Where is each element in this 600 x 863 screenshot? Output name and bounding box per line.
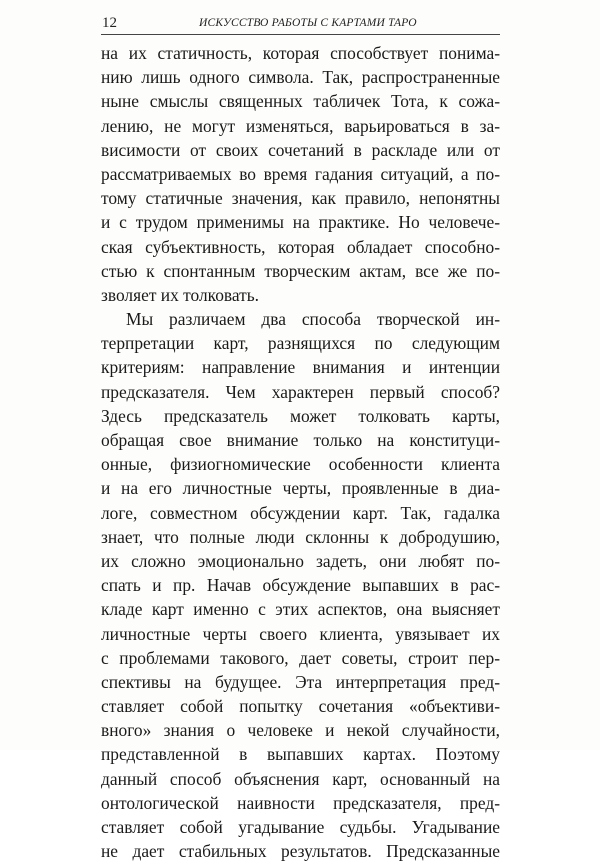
running-header xyxy=(101,14,500,35)
text-line: с проблемами такового, дает советы, строит пер- xyxy=(101,647,500,668)
text-line: рассматриваемых во время гадания ситуаций, а по- xyxy=(101,163,500,184)
text-line: предсказателя. Чем характерен первый способ? xyxy=(101,381,500,402)
text-line: логе, совместном обсуждении карт. Так, гадалка xyxy=(101,502,500,523)
text-line: данный способ объяснения карт, основанный на xyxy=(101,768,500,789)
text-line: онтологической наивности предсказателя, пред- xyxy=(101,792,500,813)
text-line: ская субъективность, которая обладает способно- xyxy=(101,236,500,257)
text-line: ставляет собой попытку сочетания «объективи- xyxy=(101,696,500,717)
text-line: тому статичные значения, как правило, непонятны xyxy=(101,188,500,209)
text-line: Здесь предсказатель может толковать карты, xyxy=(101,405,500,426)
text-line: зволяет их толковать. xyxy=(101,284,260,305)
text-line: ставляет собой угадывание судьбы. Угадывание xyxy=(101,817,500,837)
text-line: висимости от своих сочетаний в раскладе или от xyxy=(101,139,500,160)
text-line: на их статичность, которая способствует понима- xyxy=(101,43,500,63)
text-line: обращая свое внимание только на конституци- xyxy=(101,430,500,450)
text-line: нию лишь одного символа. Так, распространенные xyxy=(101,67,500,88)
paragraph xyxy=(101,307,500,863)
paragraph xyxy=(101,41,500,307)
text-line: лению, не могут изменяться, варьироваться в за- xyxy=(101,115,500,136)
text-line: спать и пр. Начав обсуждение выпавших в рас- xyxy=(101,575,500,596)
text-line: их сложно эмоционально задеть, они любят по- xyxy=(101,550,500,571)
text-line: Мы различаем два способа творческой ин- xyxy=(126,309,500,330)
body-text xyxy=(101,41,500,863)
text-line: личностные черты своего клиента, увязывает их xyxy=(101,623,500,644)
text-line: кладе карт именно с этих аспектов, она выясняет xyxy=(101,599,500,620)
text-line: не дает стабильных результатов. Предсказанные xyxy=(101,841,500,862)
text-line: спективы на будущее. Эта интерпретация пред- xyxy=(101,671,500,692)
text-line: вного» знания о человеке и некой случайности, xyxy=(101,720,500,741)
text-line: ныне смыслы священных табличек Тота, к сожа- xyxy=(101,91,500,112)
text-line: терпретации карт, разнящихся по следующим xyxy=(101,333,500,354)
book-title: ИСКУССТВО РАБОТЫ С КАРТАМИ ТАРО xyxy=(199,17,417,29)
text-line: и с трудом применимы на практике. Но человече- xyxy=(101,212,500,233)
text-line: критериям: направление внимания и интенции xyxy=(101,357,500,378)
text-line: и на его личностные черты, проявленные в диа- xyxy=(101,478,500,499)
page-number: 12 xyxy=(102,15,117,31)
text-line: стью к спонтанным творческим актам, все же по- xyxy=(101,260,500,281)
text-line: знает, что полные люди склонны к добродушию, xyxy=(101,526,500,547)
text-line: представленной в выпавших картах. Поэтому xyxy=(101,744,500,765)
text-line: онные, физиогномические особенности клиента xyxy=(101,454,500,475)
